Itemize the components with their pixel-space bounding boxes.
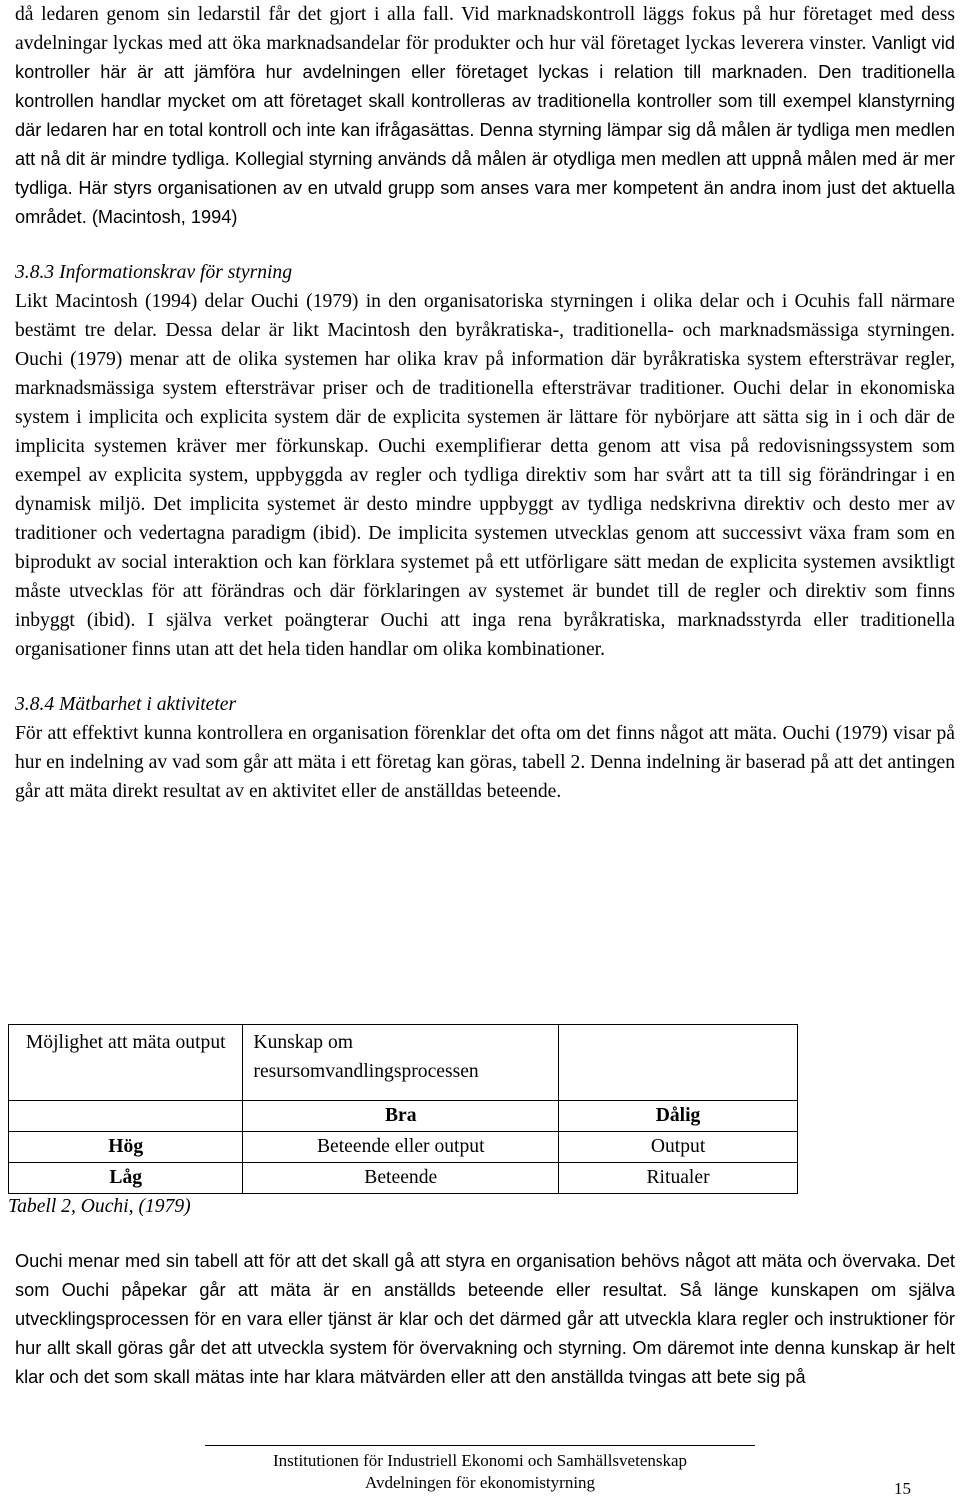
ouchi-table <box>8 1024 798 1194</box>
table-row <box>9 1132 798 1163</box>
after-table-block <box>15 1247 955 1392</box>
table-header-empty <box>559 1025 798 1101</box>
table-subheader-good: Bra <box>243 1101 559 1132</box>
page-number: 15 <box>894 1479 911 1498</box>
table-subheader-row <box>9 1101 798 1132</box>
table-header-knowledge: Kunskap om resursomvandlingsprocessen <box>243 1025 559 1101</box>
table-row-label: Hög <box>9 1132 243 1163</box>
table-cell: Beteende eller output <box>243 1132 559 1163</box>
spacer <box>15 664 955 690</box>
paragraph-sans-part-1: Vanligt vid kontroller här är att jämföra hur avdelningen eller företaget lyckas i relation till marknaden. <box>15 33 956 82</box>
paragraph-serif-part: då ledaren genom sin ledarstil får det gjort i alla fall. Vid marknadskontroll läggs fokus på hur företaget med dess avdelningar lyckas med att öka marknadsandelar för produkter och hur väl företaget lyckas leverera vinster. <box>15 4 955 54</box>
footer-divider <box>205 1445 755 1446</box>
table-header-row <box>9 1025 798 1101</box>
paragraph-matbarhet: För att effektivt kunna kontrollera en organisation förenklar det ofta om det finns något att mäta. Ouchi (1979) visar på hur en indelning av vad som går att mäta i ett företag kan göras, tabell 2. Denna indelning är baserad på att det antingen går att mäta direkt resultat av en aktivitet eller de anställdas beteende. <box>15 723 955 802</box>
section-heading-384: 3.8.4 Mätbarhet i aktiviteter <box>15 694 237 715</box>
document-page <box>15 0 955 806</box>
page-footer <box>205 1450 755 1494</box>
table-cell: Ritualer <box>559 1163 798 1194</box>
table-cell-empty <box>9 1101 243 1132</box>
paragraph-market-control <box>15 0 955 232</box>
table-header-measure-output: Möjlighet att mäta output <box>9 1025 243 1101</box>
footer-institution: Institutionen för Industriell Ekonomi och Samhällsvetenskap <box>272 1451 688 1470</box>
paragraph-informationskrav: Likt Macintosh (1994) delar Ouchi (1979) in den organisatoriska styrningen i olika delar och i Ocuhis fall närmare bestämt tre delar. Dessa delar är likt Macintosh den byråkratiska-, traditionella- och marknadsmässiga styrningen. Ouchi (1979) menar att de olika systemen har olika krav på information där byråkratiska system eftersträvar regler, marknadsmässiga system eftersträvar priser och de traditionella eftersträvar traditioner. Ouchi delar in ekonomiska system i implicita och explicita system där de explicita systemen är lättare för nybörjare att sätta sig in i och där de implicita systemen kräver mer förkunskap. Ouchi exemplifierar detta genom att visa på redovisningssystem som exempel av explicita system, uppbyggda av regler och tydliga direktiv som har svårt att ta till sig förändringar i en dynamisk miljö. Det implicita systemet är desto mindre uppbyggt av tydliga nedskrivna direktiv och desto mer av traditioner och vedertagna paradigm (ibid). De implicita systemen utvecklas genom att successivt växa fram som en biprodukt av social interaktion och kan förklara systemet på ett utförligare sätt medan de explicita systemen avsiktligt måste utvecklas för att förändras och där förklaringen av systemet är bundet till de regler och direktiv som finns inbyggt (ibid). I själva verket poängterar Ouchi att inga rena byråkratiska, marknadsstyrda eller traditionella organisationer finns utan att det hela tiden handlar om olika kombinationer. <box>15 291 955 660</box>
section-heading-383: 3.8.3 Informationskrav för styrning <box>15 262 293 283</box>
table-cell: Beteende <box>243 1163 559 1194</box>
table-cell: Output <box>559 1132 798 1163</box>
table-row-label: Låg <box>9 1163 243 1194</box>
table-caption: Tabell 2, Ouchi, (1979) <box>8 1196 191 1217</box>
paragraph-ouchi-table-discussion: Ouchi menar med sin tabell att för att det skall gå att styra en organisation behövs något att mäta och övervaka. Det som Ouchi påpekar går att mäta är en anställds beteende eller resultat. Så länge kunskapen om själva utvecklingsprocessen för en vara eller tjänst är klar och det därmed går att utveckla klara regler och instruktioner för hur allt skall göras går det att utveckla system för övervakning och styrning. Om däremot inte denna kunskap är helt klar och det som skall mätas inte har klara mätvärden eller att den anställda tvingas att bete sig på <box>15 1251 955 1387</box>
table-row <box>9 1163 798 1194</box>
paragraph-sans-part-2: Den traditionella kontrollen handlar mycket om att företaget skall kontrolleras av traditionella kontroller som till exempel klanstyrning där ledaren har en total kontroll och inte kan ifrågasättas. Denna styrning lämpar sig då målen är tydliga men medlen att nå dit är mindre tydliga. Kollegial styrning används då målen är otydliga men medlen att uppnå målen med är mer tydliga. Här styrs organisationen av en utvald grupp som anses vara mer kompetent än andra inom just det aktuella området. (Macintosh, 1994) <box>15 62 955 227</box>
spacer <box>15 232 955 258</box>
ouchi-table-block <box>8 1024 798 1217</box>
table-subheader-bad: Dålig <box>559 1101 798 1132</box>
footer-department: Avdelningen för ekonomistyrning <box>364 1473 596 1492</box>
